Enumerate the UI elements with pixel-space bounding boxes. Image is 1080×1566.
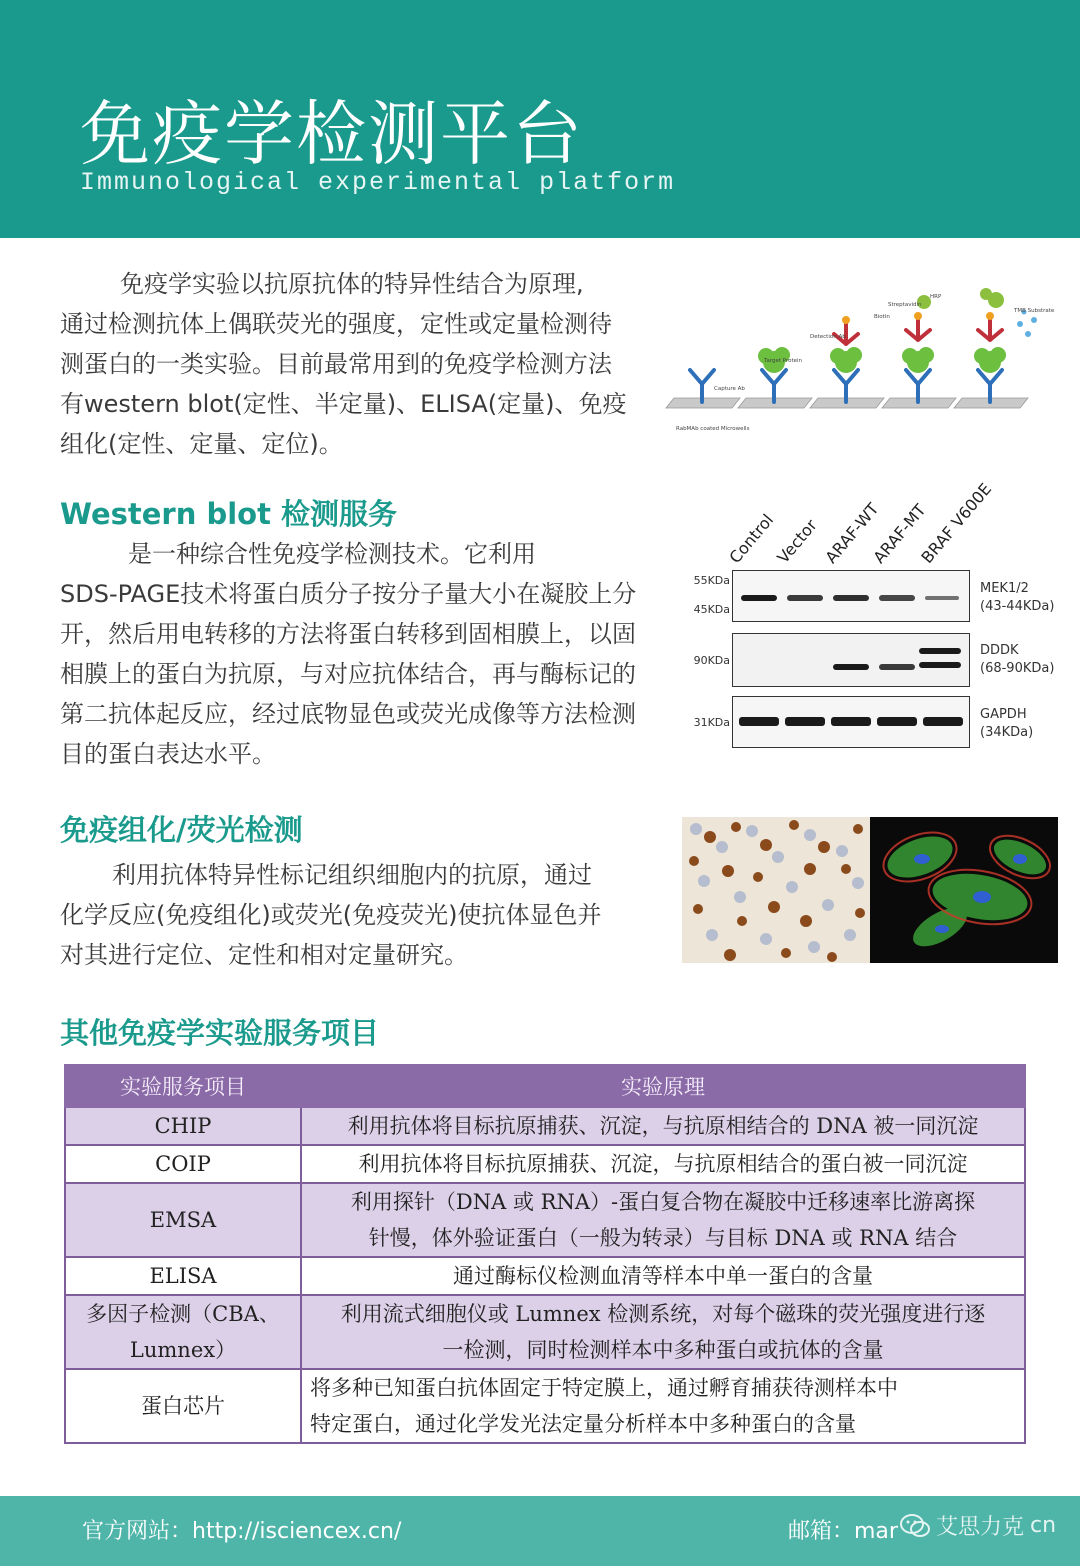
table-row <box>65 1183 1025 1257</box>
marker-90kda: 90KDa <box>693 654 730 667</box>
wb-line: 开，然后用电转移的方法将蛋白转移到固相膜上，以固 <box>60 620 636 648</box>
protein-label-gapdh <box>980 706 1033 742</box>
intro-line: 通过检测抗体上偶联荧光的强度，定性或定量检测待 <box>60 310 612 338</box>
table-header-row <box>65 1065 1025 1107</box>
band <box>785 717 825 726</box>
immunofluorescence-image <box>870 817 1058 963</box>
marker-31kda: 31KDa <box>693 716 730 729</box>
protein-size: (68-90KDa) <box>980 661 1055 676</box>
lane-label: Vector <box>773 515 821 567</box>
lane-label: Control <box>725 510 778 567</box>
service-desc <box>301 1107 1025 1145</box>
wb-line: 第二抗体起反应，经过底物显色或荧光成像等方法检测 <box>60 700 636 728</box>
table-row <box>65 1257 1025 1295</box>
desc-line: 利用流式细胞仪或 Lumnex 检测系统，对每个磁珠的荧光强度进行逐 <box>340 1302 986 1326</box>
band <box>919 662 961 668</box>
wechat-account-name: 艾思力克 <box>936 1515 1025 1540</box>
service-desc <box>301 1369 1025 1443</box>
footer-bar <box>0 1496 1080 1566</box>
page-subtitle: Immunological experimental platform <box>80 168 676 197</box>
elisa-diagram <box>662 278 1062 438</box>
desc-line: 一检测，同时检测样本中多种蛋白或抗体的含量 <box>442 1338 884 1362</box>
label-target-protein: Target Protein <box>764 358 803 364</box>
intro-line: 测蛋白的一类实验。目前最常用到的免疫学检测方法 <box>60 350 612 378</box>
desc-line: 针慢，体外验证蛋白（一般为转录）与目标 DNA 或 RNA 结合 <box>368 1226 958 1250</box>
intro-line: 免疫学实验以抗原抗体的特异性结合为原理, <box>120 270 584 298</box>
label-detection-ab: Detection Ab <box>810 334 846 340</box>
band <box>741 595 777 601</box>
band <box>879 595 915 601</box>
lane-label: ARAF-WT <box>821 499 883 567</box>
wb-line: 目的蛋白表达水平。 <box>60 740 276 768</box>
service-name: CHIP <box>65 1107 301 1145</box>
wechat-watermark <box>900 1510 1056 1541</box>
desc-line: 特定蛋白，通过化学发光法定量分析样本中多种蛋白的含量 <box>310 1412 856 1436</box>
band <box>787 595 823 601</box>
table-row <box>65 1295 1025 1369</box>
band <box>923 717 963 726</box>
wb-line: 是一种综合性免疫学检测技术。它利用 <box>128 540 536 568</box>
column-header-service: 实验服务项目 <box>65 1065 301 1107</box>
detection-antibodies <box>834 320 1002 344</box>
service-name: 多因子检测（CBA、Lumnex） <box>65 1295 301 1369</box>
label-tmb: TMB Substrate <box>1014 308 1055 314</box>
service-desc <box>301 1145 1025 1183</box>
service-name: COIP <box>65 1145 301 1183</box>
label-streptavidin: Streptavidin <box>888 302 922 308</box>
services-table <box>64 1064 1026 1444</box>
protein-name: GAPDH <box>980 707 1027 722</box>
email-contact[interactable]: 邮箱：mar <box>788 1519 898 1544</box>
services-title: 其他免疫学实验服务项目 <box>60 1016 380 1050</box>
desc-line: 利用探针（DNA 或 RNA）-蛋白复合物在凝胶中迁移速率比游离探 <box>350 1190 976 1214</box>
header-banner <box>0 0 1080 238</box>
band <box>833 595 869 601</box>
lane-label: BRAF V600E <box>917 479 996 567</box>
protein-size: (43-44KDa) <box>980 599 1055 614</box>
protein-size: (34KDa) <box>980 725 1034 740</box>
service-name: ELISA <box>65 1257 301 1295</box>
service-desc <box>301 1183 1025 1257</box>
table-row <box>65 1369 1025 1443</box>
table-row <box>65 1145 1025 1183</box>
western-blot-title: Western blot 检测服务 <box>60 497 398 531</box>
protein-label-mek <box>980 580 1054 616</box>
band <box>739 717 779 726</box>
blot-mek <box>732 570 970 622</box>
service-desc <box>301 1257 1025 1295</box>
band <box>925 596 959 600</box>
desc-line: 利用抗体将目标抗原捕获、沉淀，与抗原相结合的 DNA 被一同沉淀 <box>347 1114 979 1138</box>
lane-label: ARAF-MT <box>869 500 930 567</box>
desc-line: 通过酶标仪检测血清等样本中单一蛋白的含量 <box>453 1264 873 1288</box>
marker-55kda: 55KDa <box>693 574 730 587</box>
label-microwells: RabMAb coated Microwells <box>676 426 750 432</box>
wechat-icon <box>900 1513 930 1539</box>
intro-line: 组化(定性、定量、定位)。 <box>60 430 343 458</box>
page-title: 免疫学检测平台 <box>80 93 584 175</box>
desc-line: 将多种已知蛋白抗体固定于特定膜上，通过孵育捕获待测样本中 <box>310 1376 898 1400</box>
western-blot-figure <box>680 470 1080 760</box>
band <box>831 717 871 726</box>
label-biotin: Biotin <box>874 314 890 320</box>
ihc-line: 对其进行定位、定性和相对定量研究。 <box>60 941 468 969</box>
wb-line: 相膜上的蛋白为抗原，与对应抗体结合，再与酶标记的 <box>60 660 636 688</box>
service-desc <box>301 1295 1025 1369</box>
ihc-line: 化学反应(免疫组化)或荧光(免疫荧光)使抗体显色并 <box>60 901 602 929</box>
table-row <box>65 1107 1025 1145</box>
wb-line: SDS-PAGE技术将蛋白质分子按分子量大小在凝胶上分 <box>60 580 637 608</box>
service-name: EMSA <box>65 1183 301 1257</box>
website-link[interactable]: 官方网站：http://isciencex.cn/ <box>82 1519 402 1544</box>
ihc-title: 免疫组化/荧光检测 <box>60 813 303 847</box>
band <box>919 648 961 654</box>
desc-line: 利用抗体将目标抗原捕获、沉淀，与抗原相结合的蛋白被一同沉淀 <box>358 1152 968 1176</box>
band <box>833 664 869 670</box>
blot-gapdh <box>732 696 970 748</box>
band <box>877 717 917 726</box>
intro-line: 有western blot(定性、半定量)、ELISA(定量)、免疫 <box>60 390 627 418</box>
protein-name: MEK1/2 <box>980 581 1029 596</box>
blot-dddk <box>732 633 970 687</box>
ihc-stain-image <box>682 817 870 963</box>
marker-45kda: 45KDa <box>693 603 730 616</box>
column-header-principle: 实验原理 <box>301 1065 1025 1107</box>
ihc-line: 利用抗体特异性标记组织细胞内的抗原，通过 <box>112 861 592 889</box>
label-hrp: HRP <box>930 294 942 300</box>
label-capture-ab: Capture Ab <box>714 386 745 392</box>
protein-name: DDDK <box>980 643 1019 658</box>
service-name: 蛋白芯片 <box>65 1369 301 1443</box>
email-tail: cn <box>1030 1513 1057 1538</box>
band <box>879 664 915 670</box>
protein-label-dddk <box>980 642 1054 678</box>
